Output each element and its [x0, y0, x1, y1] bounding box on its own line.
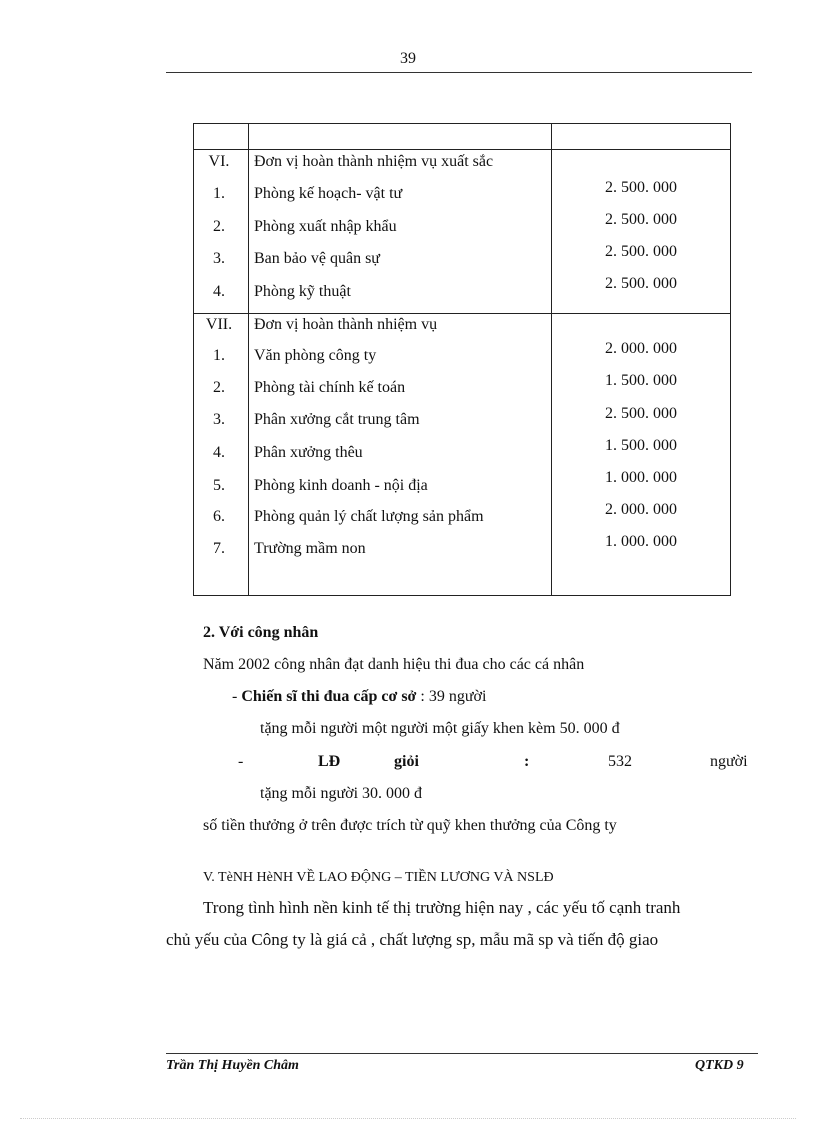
award-item-2-colon: :	[524, 753, 530, 770]
table-border-top	[193, 123, 731, 124]
award-item-2-count: 532	[608, 753, 632, 770]
row-amount: 2. 500. 000	[605, 211, 677, 228]
row-name: Phòng kế hoạch- vật tư	[254, 185, 403, 202]
row-name: Phân xưởng cắt trung tâm	[254, 411, 420, 428]
section-v-para-line1: Trong tình hình nền kinh tế thị trường hiện nay , các yếu tố cạnh tranh	[203, 898, 681, 917]
row-amount: 2. 500. 000	[605, 405, 677, 422]
footer-rule	[166, 1053, 758, 1054]
row-name: Phòng kinh doanh - nội địa	[254, 477, 428, 494]
row-number: 3.	[213, 250, 225, 267]
workers-intro: Năm 2002 công nhân đạt danh hiệu thi đua cho các cá nhân	[203, 656, 585, 673]
award-item-1-desc: tặng mỗi người một người một giấy khen kèm 50. 000 đ	[260, 720, 620, 737]
page-bottom-edge	[20, 1118, 796, 1119]
section-number: VI.	[208, 153, 230, 170]
award-dash: -	[232, 688, 242, 705]
row-name: Ban bảo vệ quân sự	[254, 250, 380, 267]
section-v-para-line2: chủ yếu của Công ty là giá cả , chất lượng sp, mẫu mã sp và tiến độ giao	[166, 930, 659, 949]
row-amount: 1. 500. 000	[605, 437, 677, 454]
row-amount: 1. 000. 000	[605, 469, 677, 486]
award-item-1	[232, 688, 486, 706]
row-number: 4.	[213, 283, 225, 300]
award-item-2-unit: người	[710, 753, 748, 770]
table-section-divider	[193, 313, 731, 314]
row-number: 7.	[213, 540, 225, 557]
table-col-divider-1	[248, 123, 249, 596]
award-count: : 39 người	[416, 688, 487, 705]
row-number: 2.	[213, 379, 225, 396]
section-title: Đơn vị hoàn thành nhiệm vụ xuất sắc	[254, 153, 494, 170]
footer-author: Trần Thị Huyền Châm	[166, 1058, 299, 1073]
award-title: Chiến sĩ thi đua cấp cơ sở	[241, 688, 417, 705]
section-v-heading: V. TèNH HèNH VỀ LAO ĐỘNG – TIỀN LƯƠNG VÀ NSLĐ	[203, 870, 554, 885]
section-title: Đơn vị hoàn thành nhiệm vụ	[254, 316, 438, 333]
row-amount: 2. 500. 000	[605, 275, 677, 292]
row-amount: 2. 000. 000	[605, 501, 677, 518]
footer-course: QTKD 9	[695, 1058, 744, 1073]
row-number: 1.	[213, 347, 225, 364]
award-item-2-dash: -	[238, 753, 244, 770]
row-amount: 1. 000. 000	[605, 533, 677, 550]
row-name: Phòng xuất nhập khẩu	[254, 218, 397, 235]
row-number: 5.	[213, 477, 225, 494]
table-border-left	[193, 123, 194, 596]
row-number: 4.	[213, 444, 225, 461]
row-number: 3.	[213, 411, 225, 428]
section-number: VII.	[205, 316, 233, 333]
row-name: Phòng tài chính kế toán	[254, 379, 406, 396]
row-name: Trường mầm non	[254, 540, 366, 557]
page-number: 39	[400, 50, 416, 67]
row-amount: 2. 000. 000	[605, 340, 677, 357]
row-amount: 2. 500. 000	[605, 179, 677, 196]
award-item-2-desc: tặng mỗi người 30. 000 đ	[260, 785, 423, 802]
row-amount: 2. 500. 000	[605, 243, 677, 260]
workers-heading: 2. Với công nhân	[203, 624, 319, 641]
table-header-divider	[193, 149, 731, 150]
row-amount: 1. 500. 000	[605, 372, 677, 389]
award-item-2-title: LĐ	[318, 753, 341, 770]
row-number: 1.	[213, 185, 225, 202]
row-name: Phân xưởng thêu	[254, 444, 363, 461]
award-item-2-title-2: giỏi	[394, 753, 419, 770]
table-border-bottom	[193, 595, 731, 596]
row-name: Phòng kỹ thuật	[254, 283, 351, 300]
header-rule	[166, 72, 752, 73]
row-name: Văn phòng công ty	[254, 347, 377, 364]
reward-fund-note: số tiền thưởng ở trên được trích từ quỹ khen thưởng của Công ty	[203, 817, 617, 834]
row-number: 6.	[213, 508, 225, 525]
row-name: Phòng quản lý chất lượng sản phẩm	[254, 508, 484, 525]
row-number: 2.	[213, 218, 225, 235]
